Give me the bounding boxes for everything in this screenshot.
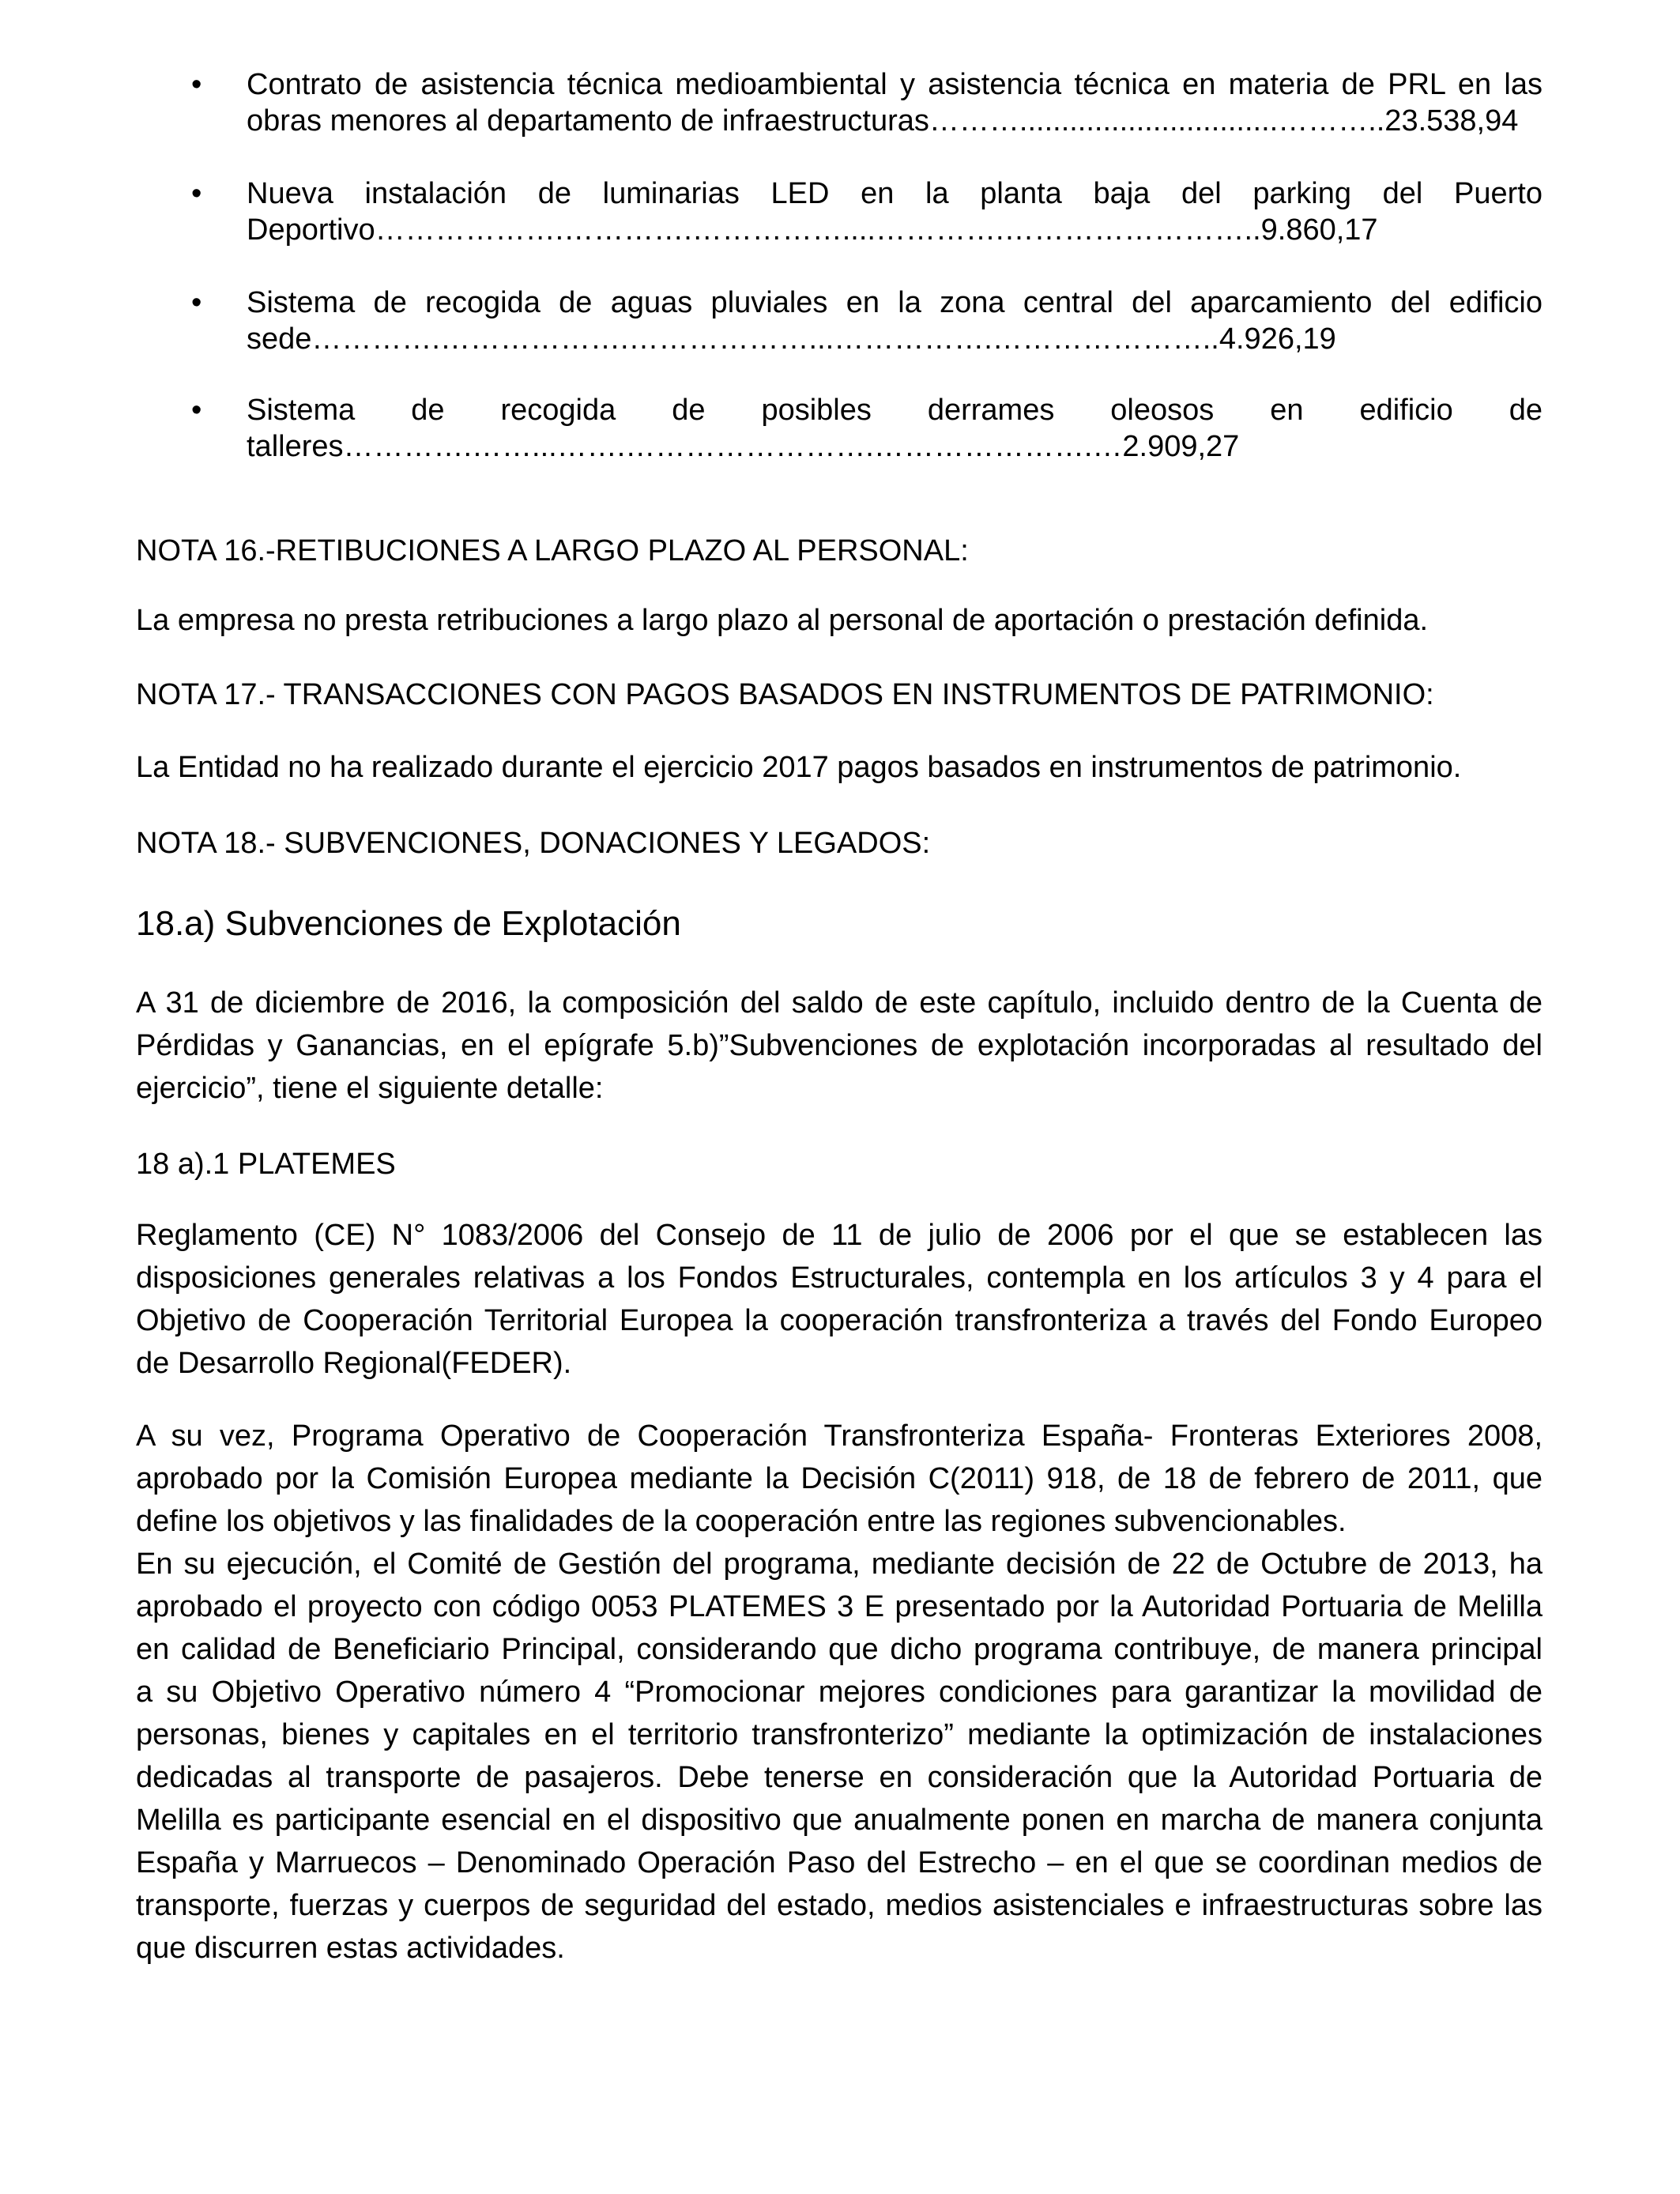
paragraph-3-line: que discurren estas actividades. xyxy=(136,1932,565,1965)
paragraph-1-line: A 31 de diciembre de 2016, la composición del saldo de este capítulo, incluido dentro de la Cuenta de xyxy=(136,986,1543,1020)
bullet-dot: • xyxy=(191,177,202,210)
bullet-2-line-2: Deportivo……………….………….……………....………….……………………..9.860,17 xyxy=(247,213,1378,247)
nota-17-title: NOTA 17.- TRANSACCIONES CON PAGOS BASADOS EN INSTRUMENTOS DE PATRIMONIO: xyxy=(136,678,1434,711)
paragraph-3-line: Melilla es participante esencial en el dispositivo que anualmente ponen en marcha de manera conjunta xyxy=(136,1804,1543,1837)
bullet-dot: • xyxy=(191,68,202,101)
paragraph-3-line: aprobado por la Comisión Europea mediante la Decisión C(2011) 918, de 18 de febrero de 2011, que xyxy=(136,1462,1543,1495)
paragraph-1-line: Pérdidas y Ganancias, en el epígrafe 5.b)”Subvenciones de explotación incorporadas al resultado del xyxy=(136,1029,1543,1062)
bullet-2-line-1: Nueva instalación de luminarias LED en la planta baja del parking del Puerto xyxy=(247,177,1543,210)
paragraph-2-line: Objetivo de Cooperación Territorial Europea la cooperación transfronteriza a través del Fondo Europeo xyxy=(136,1304,1543,1337)
paragraph-3-line: define los objetivos y las finalidades de la cooperación entre las regiones subvencionables. xyxy=(136,1505,1347,1538)
paragraph-3-line: aprobado el proyecto con código 0053 PLATEMES 3 E presentado por la Autoridad Portuaria de Melilla xyxy=(136,1590,1543,1623)
paragraph-1-line: ejercicio”, tiene el siguiente detalle: xyxy=(136,1072,604,1105)
bullet-3-line-2: sede………….……………….………………...…………….…………………..4.926,19 xyxy=(247,322,1336,356)
bullet-dot: • xyxy=(191,286,202,319)
paragraph-2-line: de Desarrollo Regional(FEDER). xyxy=(136,1347,572,1380)
bullet-1-line-2: obras menores al departamento de infraestructuras………...............................………..23.538,94 xyxy=(247,104,1519,138)
paragraph-2-line: Reglamento (CE) N° 1083/2006 del Consejo de 11 de julio de 2006 por el que se establecen las xyxy=(136,1219,1543,1252)
nota-18-title: NOTA 18.- SUBVENCIONES, DONACIONES Y LEGADOS: xyxy=(136,827,931,860)
section-heading: 18.a) Subvenciones de Explotación xyxy=(136,904,681,943)
paragraph-3-line: a su Objetivo Operativo número 4 “Promocionar mejores condiciones para garantizar la movilidad de xyxy=(136,1676,1543,1709)
nota-16-text: La empresa no presta retribuciones a largo plazo al personal de aportación o prestación definida. xyxy=(136,604,1429,637)
bullet-4-line-1: Sistema de recogida de posibles derrames oleosos en edificio de xyxy=(247,394,1543,427)
bullet-3-line-1: Sistema de recogida de aguas pluviales en la zona central del aparcamiento del edificio xyxy=(247,286,1543,319)
paragraph-3-line: En su ejecución, el Comité de Gestión del programa, mediante decisión de 22 de Octubre de 2013, ha xyxy=(136,1547,1543,1581)
sub-heading: 18 a).1 PLATEMES xyxy=(136,1148,396,1181)
paragraph-3-line: A su vez, Programa Operativo de Cooperación Transfronteriza España- Fronteras Exteriores 2008, xyxy=(136,1419,1543,1453)
bullet-dot: • xyxy=(191,394,202,427)
nota-17-text: La Entidad no ha realizado durante el ejercicio 2017 pagos basados en instrumentos de patrimonio. xyxy=(136,751,1462,784)
bullet-4-line-2: talleres………….……...…….…………………….………………….…2.909,27 xyxy=(247,430,1240,463)
paragraph-2-line: disposiciones generales relativas a los Fondos Estructurales, contempla en los artículos 3 y 4 para el xyxy=(136,1261,1543,1295)
bullet-1-line-1: Contrato de asistencia técnica medioambiental y asistencia técnica en materia de PRL en las xyxy=(247,68,1543,101)
paragraph-3-line: personas, bienes y capitales en el territorio transfronterizo” mediante la optimización de instalaciones xyxy=(136,1718,1543,1751)
paragraph-3-line: España y Marruecos – Denominado Operación Paso del Estrecho – en el que se coordinan medios de xyxy=(136,1846,1543,1879)
paragraph-3-line: en calidad de Beneficiario Principal, considerando que dicho programa contribuye, de manera principal xyxy=(136,1633,1543,1666)
nota-16-title: NOTA 16.-RETIBUCIONES A LARGO PLAZO AL PERSONAL: xyxy=(136,534,969,567)
paragraph-3-line: dedicadas al transporte de pasajeros. Debe tenerse en consideración que la Autoridad Portuaria de xyxy=(136,1761,1543,1794)
paragraph-3-line: transporte, fuerzas y cuerpos de seguridad del estado, medios asistenciales e infraestructuras sobre las xyxy=(136,1889,1543,1922)
